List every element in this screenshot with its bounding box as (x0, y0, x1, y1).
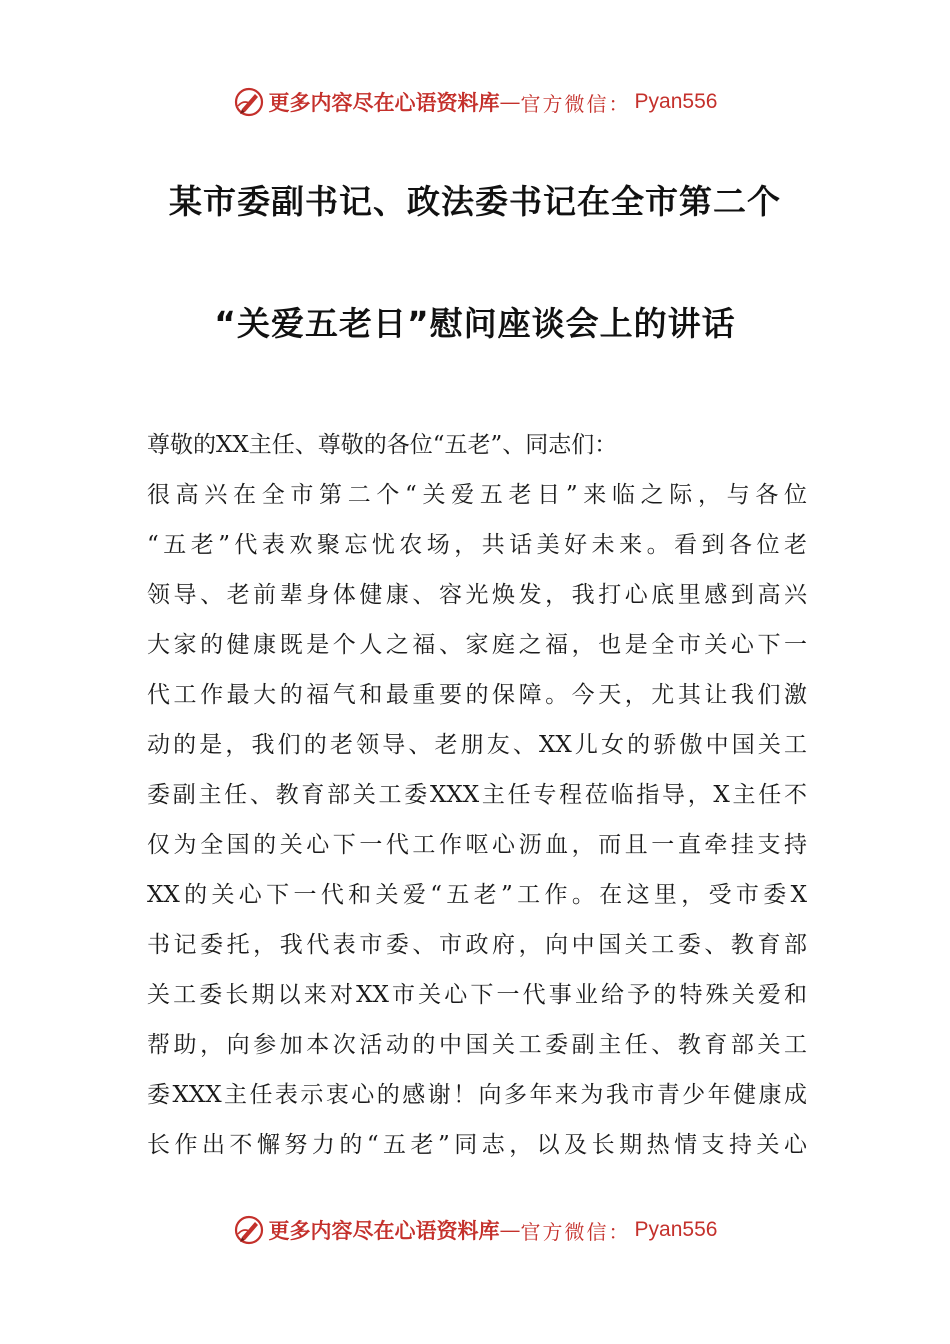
pen-logo-icon (233, 86, 265, 118)
body-line: 委XXX主任表示衷心的感谢！向多年来为我市青少年健康成 (147, 1082, 807, 1108)
body-line: “五老”代表欢聚忘忧农场，共话美好未来。看到各位老 (147, 532, 807, 558)
document-body (147, 420, 807, 1170)
salutation-line: 尊敬的XX主任、尊敬的各位“五老”、同志们： (147, 432, 618, 458)
watermark-wechat-id: Pyan556 (634, 1218, 718, 1241)
watermark-banner-top (0, 82, 950, 122)
watermark-wechat-label: 官方微信： (520, 1219, 631, 1244)
watermark-brand: 更多内容尽在心语资料库 (268, 90, 500, 115)
body-line: 委副主任、教育部关工委XXX主任专程莅临指导，X主任不 (147, 782, 807, 808)
watermark-separator: — (499, 1218, 521, 1242)
watermark-wechat-label: 官方微信： (520, 91, 631, 116)
body-line: 仅为全国的关心下一代工作呕心沥血，而且一直牵挂支持 (147, 832, 807, 858)
watermark-separator: — (499, 90, 521, 114)
watermark-wechat-id: Pyan556 (634, 90, 718, 113)
body-line: 代工作最大的福气和最重要的保障。今天，尤其让我们激 (147, 682, 807, 708)
pen-logo-icon (233, 1214, 265, 1246)
body-line: 书记委托，我代表市委、市政府，向中国关工委、教育部 (147, 932, 807, 958)
document-title-line-2: “关爱五老日”慰问座谈会上的讲话 (214, 304, 736, 343)
body-line: 帮助，向参加本次活动的中国关工委副主任、教育部关工 (147, 1032, 807, 1058)
body-line: XX的关心下一代和关爱“五老”工作。在这里，受市委X (147, 882, 807, 908)
body-line: 关工委长期以来对XX市关心下一代事业给予的特殊关爱和 (147, 982, 807, 1008)
watermark-banner-bottom (0, 1210, 950, 1250)
body-line: 长作出不懈努力的“五老”同志，以及长期热情支持关心 (147, 1132, 807, 1158)
watermark-brand: 更多内容尽在心语资料库 (268, 1218, 500, 1243)
body-line: 很高兴在全市第二个“关爱五老日”来临之际，与各位 (147, 482, 807, 508)
body-line: 大家的健康既是个人之福、家庭之福，也是全市关心下一 (147, 632, 807, 658)
document-title-line-1: 某市委副书记、政法委书记在全市第二个 (169, 182, 781, 221)
body-line: 动的是，我们的老领导、老朋友、XX儿女的骄傲中国关工 (147, 732, 807, 758)
body-line: 领导、老前辈身体健康、容光焕发，我打心底里感到高兴 (147, 582, 807, 608)
